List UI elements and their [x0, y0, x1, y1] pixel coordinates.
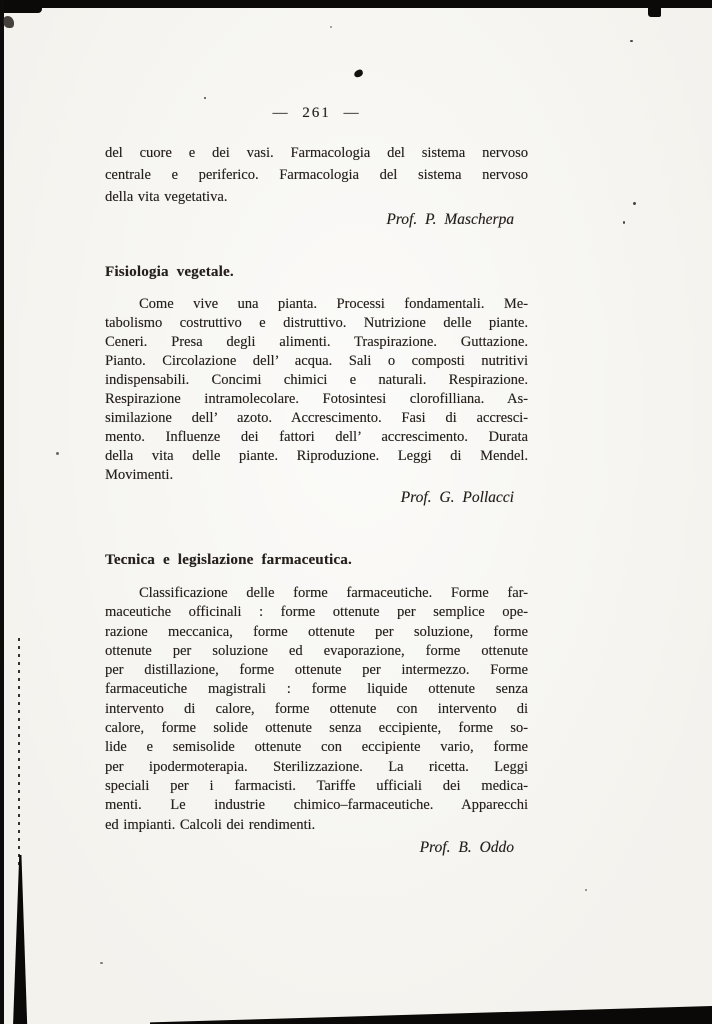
text-line: ed impianti. Calcoli dei rendimenti.	[105, 816, 316, 833]
text-line: Classificazione delle forme farmaceutiche. Forme far-	[139, 585, 528, 601]
professor-signature: Prof. G. Pollacci	[400, 489, 514, 506]
text-line: lide e semisolide ottenute con eccipiente vario, forme	[105, 739, 528, 756]
text-line: Pianto. Circolazione dell’ acqua. Sali o composti nutritivi	[105, 353, 528, 369]
text-line: del cuore e dei vasi. Farmacologia del sistema nervoso	[105, 145, 528, 161]
scan-gutter-dotted-line	[18, 638, 20, 868]
paper-speck	[585, 889, 587, 891]
text-line: Come vive una pianta. Processi fondamentali. Me-	[139, 296, 528, 312]
paragraph	[105, 584, 528, 835]
professor-signature: Prof. P. Mascherpa	[386, 211, 514, 228]
scan-edge-top-blob-right	[648, 0, 661, 17]
text-line: calore, forme solide ottenute senza eccipiente, forme so-	[105, 720, 528, 737]
text-line: Ceneri. Presa degli alimenti. Traspirazione. Guttazione.	[105, 334, 528, 350]
paper-speck	[630, 40, 633, 42]
scan-edge-top-blob-left	[0, 0, 42, 13]
paper-speck	[56, 452, 59, 455]
text-line: Movimenti.	[105, 467, 174, 483]
text-line: centrale e periferico. Farmacologia del sistema nervoso	[105, 167, 528, 183]
paragraph	[105, 142, 528, 208]
paragraph	[105, 295, 528, 485]
text-line: maceutiche officinali : forme ottenute per semplice ope-	[105, 604, 528, 621]
paper-speck	[633, 202, 636, 205]
scan-gutter-shadow-wedge	[10, 855, 32, 1024]
corner-ink-mark	[3, 16, 14, 28]
scan-edge-top	[0, 0, 712, 8]
text-line: menti. Le industrie chimico–farmaceutiche. Apparecchi	[105, 797, 528, 814]
page-text-block	[105, 0, 528, 859]
paper-speck	[204, 97, 206, 99]
text-line: tabolismo costruttivo e distruttivo. Nutrizione delle piante.	[105, 315, 528, 331]
paper-speck	[100, 962, 103, 964]
text-line: intervento di calore, forme ottenute con intervento di	[105, 700, 528, 717]
text-line: speciali per i farmacisti. Tariffe ufficiali dei medica-	[105, 777, 528, 794]
text-line: per distillazione, forme ottenute per intermezzo. Forme	[105, 662, 528, 679]
text-line: della vita delle piante. Riproduzione. Leggi di Mendel.	[105, 448, 528, 464]
paper-speck	[330, 26, 332, 28]
text-line: Respirazione intramolecolare. Fotosintesi clorofilliana. As-	[105, 391, 528, 407]
text-line: indispensabili. Concimi chimici e naturali. Respirazione.	[105, 372, 528, 388]
text-line: farmaceutiche magistrali : forme liquide ottenute senza	[105, 681, 528, 698]
text-line: similazione dell’ azoto. Accrescimento. Fasi di accresci-	[105, 410, 528, 426]
section-heading: Fisiologia vegetale.	[105, 264, 234, 280]
text-line: della vita vegetativa.	[105, 189, 228, 205]
section-tecnica-legislazione	[105, 550, 528, 859]
text-line: mento. Influenze dei fattori dell’ accrescimento. Durata	[105, 429, 528, 445]
section-fisiologia-vegetale	[105, 262, 528, 509]
text-line: ottenute per soluzione ed evaporazione, forme ottenute	[105, 642, 528, 659]
section-heading: Tecnica e legislazione farmaceutica.	[105, 552, 352, 568]
page-number: — 261 —	[272, 105, 361, 121]
scan-edge-bottom	[150, 1004, 712, 1024]
section-farmacologia-continuation	[105, 142, 528, 231]
text-line: per ipodermoterapia. Sterilizzazione. La ricetta. Leggi	[105, 758, 528, 775]
professor-signature: Prof. B. Oddo	[419, 838, 514, 856]
scan-edge-left	[0, 0, 4, 1024]
paper-speck	[623, 221, 625, 224]
text-line: razione meccanica, forme ottenute per soluzione, forme	[105, 623, 528, 640]
